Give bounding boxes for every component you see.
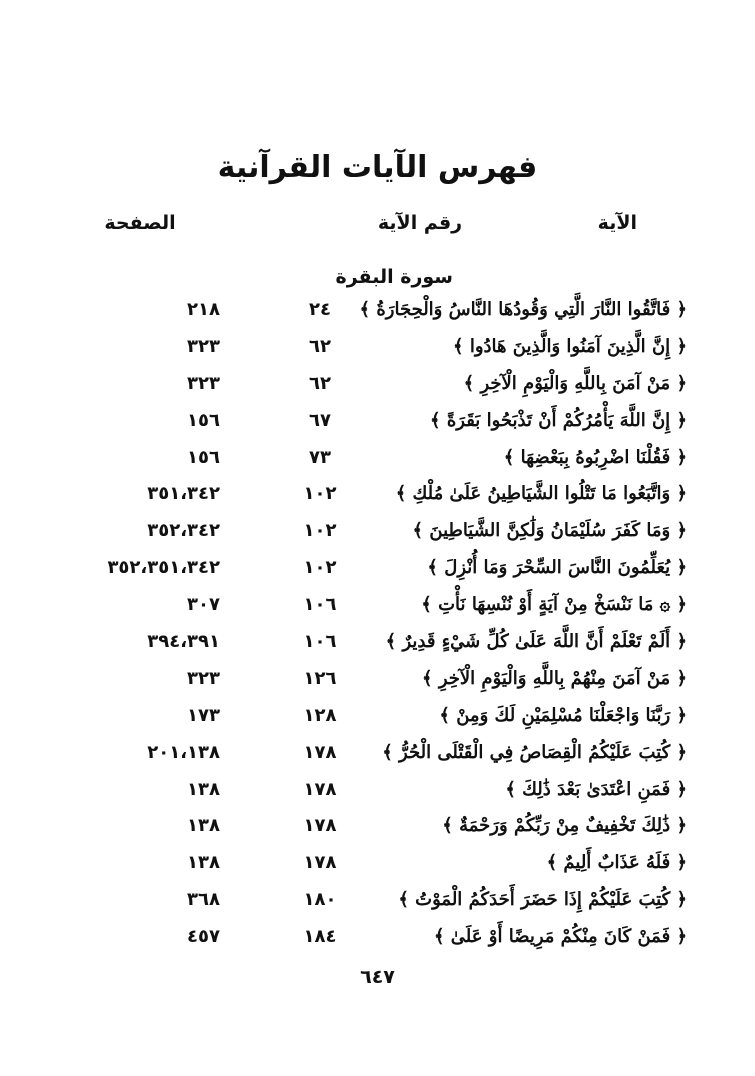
- index-row: [0, 664, 755, 701]
- ayah-number: ١٠٦: [303, 631, 337, 653]
- ayah-number: ١٨٠: [303, 889, 337, 911]
- index-row: [0, 627, 755, 664]
- ayah-number: ١٠٢: [303, 483, 337, 505]
- ayah-number: ١٢٨: [303, 704, 337, 726]
- index-row: [0, 516, 755, 553]
- ayah-number: ٧٣: [309, 446, 331, 468]
- page-reference: ٢١٨: [187, 299, 220, 320]
- ayah-text: ﴿ فَقُلْنَا اضْرِبُوهُ بِبَعْضِهَا ﴾: [503, 446, 687, 468]
- page-reference: ١٣٨: [187, 778, 220, 800]
- page-reference: ٣٢٣: [187, 372, 220, 394]
- index-row: [0, 406, 755, 443]
- page-reference: ٣٥٢،٣٥١،٣٤٢: [107, 557, 220, 579]
- ayah-text: ﴿ فَلَهُ عَذَابٌ أَلِيمٌ ﴾: [546, 852, 687, 874]
- ayah-text: ﴿ رَبَّنَا وَاجْعَلْنَا مُسْلِمَيْنِ لَكَ وَمِنْ ﴾: [439, 704, 687, 726]
- ayah-number: ٢٤: [309, 299, 331, 320]
- ayah-text: ﴿ إِنَّ الَّذِينَ آمَنُوا وَالَّذِينَ هَادُوا ﴾: [453, 335, 687, 357]
- ayah-text: ﴿ كُتِبَ عَلَيْكُمُ الْقِصَاصُ فِي الْقَتْلَى الْحُرُّ ﴾: [382, 741, 687, 763]
- ayah-text: ﴿ ۞ مَا نَنْسَخْ مِنْ آيَةٍ أَوْ نُنْسِهَا نَأْتِ ﴾: [421, 594, 687, 616]
- ayah-text: ﴿ فَاتَّقُوا النَّارَ الَّتِي وَقُودُهَا النَّاسُ وَالْحِجَارَةُ ﴾: [359, 299, 687, 320]
- ayah-number: ١٧٨: [303, 741, 337, 763]
- index-row: [0, 775, 755, 812]
- verse-index-list: [0, 295, 755, 959]
- index-row: [0, 848, 755, 885]
- ayah-number: ٦٧: [309, 409, 331, 431]
- ayah-number: ١٢٦: [303, 667, 337, 689]
- page-reference: ١٥٦: [187, 446, 220, 468]
- index-row: [0, 443, 755, 480]
- ayah-number: ١٧٨: [303, 852, 337, 874]
- ayah-text: ﴿ مَنْ آمَنَ بِاللَّهِ وَالْيَوْمِ الْآخِرِ ﴾: [463, 372, 687, 394]
- page-reference: ٣٩٤،٣٩١: [147, 631, 220, 653]
- ayah-text: ﴿ ذَٰلِكَ تَخْفِيفٌ مِنْ رَبِّكُمْ وَرَحْمَةٌ ﴾: [442, 815, 687, 837]
- ayah-text: ﴿ وَاتَّبَعُوا مَا تَتْلُوا الشَّيَاطِينُ عَلَىٰ مُلْكِ ﴾: [395, 483, 687, 505]
- index-row: [0, 922, 755, 959]
- index-row: [0, 479, 755, 516]
- page-reference: ٣٥١،٣٤٢: [147, 483, 220, 505]
- index-row: [0, 553, 755, 590]
- ayah-text: ﴿ فَمَنْ كَانَ مِنْكُمْ مَرِيضًا أَوْ عَلَىٰ ﴾: [433, 926, 687, 948]
- ayah-number: ٦٢: [309, 372, 331, 394]
- index-row: [0, 332, 755, 369]
- ayah-number: ١٠٢: [303, 557, 337, 579]
- page-reference: ١٥٦: [187, 409, 220, 431]
- column-header-ayah: الآية: [597, 212, 637, 234]
- index-row: [0, 590, 755, 627]
- index-row: [0, 701, 755, 738]
- page-reference: ١٧٣: [187, 704, 220, 726]
- ayah-number: ١٧٨: [303, 815, 337, 837]
- ayah-text: ﴿ وَمَا كَفَرَ سُلَيْمَانُ وَلَٰكِنَّ الشَّيَاطِينَ ﴾: [412, 520, 687, 542]
- index-row: [0, 811, 755, 848]
- ayah-number: ١٠٦: [303, 594, 337, 616]
- page-reference: ٣٥٢،٣٤٢: [147, 520, 220, 542]
- page-reference: ٣٦٨: [187, 889, 220, 911]
- column-header-ayah-number: رقم الآية: [377, 212, 463, 234]
- page-reference: ٤٥٧: [187, 926, 220, 948]
- ayah-number: ١٧٨: [303, 778, 337, 800]
- ayah-number: ٦٢: [309, 335, 331, 357]
- page-reference: ١٣٨: [187, 852, 220, 874]
- page-reference: ٣٢٣: [187, 667, 220, 689]
- page-reference: ١٣٨: [187, 815, 220, 837]
- ayah-number: ١٨٤: [303, 926, 337, 948]
- ayah-text: ﴿ أَلَمْ تَعْلَمْ أَنَّ اللَّهَ عَلَىٰ كُلِّ شَيْءٍ قَدِيرٌ ﴾: [385, 631, 687, 653]
- ayah-text: ﴿ يُعَلِّمُونَ النَّاسَ السِّحْرَ وَمَا أُنْزِلَ ﴾: [427, 557, 687, 579]
- page-number: ٦٤٧: [360, 966, 395, 988]
- page-reference: ٣٢٣: [187, 335, 220, 357]
- index-row: [0, 295, 755, 332]
- ayah-text: ﴿ مَنْ آمَنَ مِنْهُمْ بِاللَّهِ وَالْيَوْمِ الْآخِرِ ﴾: [422, 667, 687, 689]
- ayah-number: ١٠٢: [303, 520, 337, 542]
- ayah-text: ﴿ إِنَّ اللَّهَ يَأْمُرُكُمْ أَنْ تَذْبَحُوا بَقَرَةً ﴾: [430, 409, 687, 431]
- ayah-text: ﴿ فَمَنِ اعْتَدَىٰ بَعْدَ ذَٰلِكَ ﴾: [505, 778, 687, 800]
- column-header-page: الصفحة: [104, 212, 176, 234]
- index-row: [0, 738, 755, 775]
- index-row: [0, 885, 755, 922]
- page-title: فهرس الآيات القرآنية: [217, 150, 538, 185]
- page-reference: ٢٠١،١٣٨: [147, 741, 220, 763]
- index-row: [0, 369, 755, 406]
- surah-heading: سورة البقرة: [335, 266, 453, 288]
- page-reference: ٣٠٧: [187, 594, 220, 616]
- ayah-text: ﴿ كُتِبَ عَلَيْكُمْ إِذَا حَضَرَ أَحَدَكُمُ الْمَوْتُ ﴾: [398, 889, 687, 911]
